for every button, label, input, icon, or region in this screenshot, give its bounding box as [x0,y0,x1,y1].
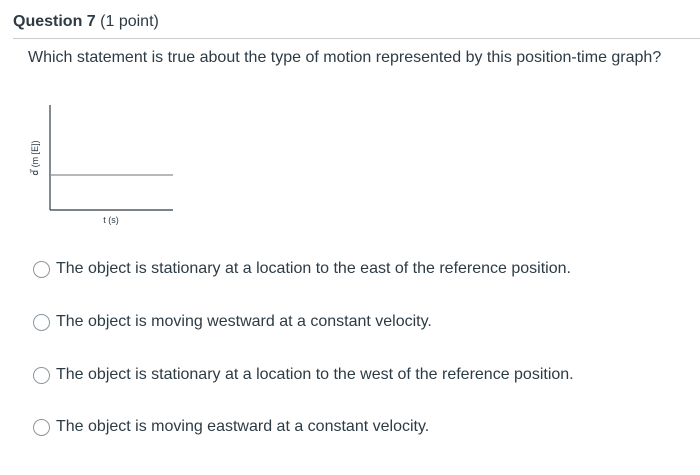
radio-button[interactable] [33,314,50,331]
radio-button[interactable] [33,367,50,384]
header-divider [13,38,700,39]
position-time-graph [25,100,185,230]
answer-label: The object is stationary at a location to the east of the reference position. [56,260,571,277]
answer-option-3[interactable] [33,364,574,386]
answer-label: The object is stationary at a location to the west of the reference position. [56,366,574,383]
x-axis-label: t (s) [103,215,119,225]
question-prompt: Which statement is true about the type of motion represented by this position-time graph? [28,49,662,66]
y-axis-label: d⃗ (m [E]) [30,140,40,176]
answer-label: The object is moving eastward at a constant velocity. [56,418,430,435]
answer-label: The object is moving westward at a constant velocity. [56,313,432,330]
radio-button[interactable] [33,261,50,278]
answer-option-1[interactable] [33,258,571,280]
question-points: (1 point) [100,13,159,30]
question-number: Question 7 [13,13,96,30]
answer-option-2[interactable] [33,311,432,333]
question-header [13,12,159,32]
answer-option-4[interactable] [33,416,429,438]
graph-svg [25,100,185,230]
radio-button[interactable] [33,419,50,436]
